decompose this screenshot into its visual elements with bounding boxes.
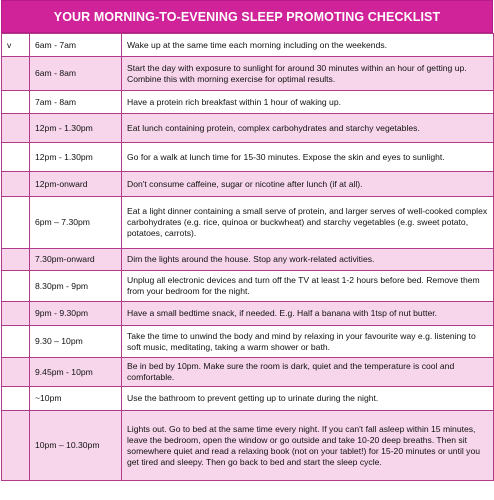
row-time: 10pm – 10.30pm <box>30 411 122 481</box>
row-time: 8.30pm - 9pm <box>30 271 122 302</box>
row-task: Lights out. Go to bed at the same time every night. If you can't fall asleep within 15 minutes, leave the bedroom, open the window or go outside and take 10-20 deep breaths. Then sit somewhere quiet and read a relaxing book (not on your tablet!) for 15-20 minutes or until you get tired and sleepy. Then go back to bed and start the sleep cycle. <box>122 411 494 481</box>
row-check-cell[interactable] <box>2 271 30 302</box>
checklist-row <box>2 91 494 114</box>
row-time: 12pm-onward <box>30 172 122 197</box>
checklist-row <box>2 271 494 302</box>
checklist-row <box>2 197 494 249</box>
row-task: Dim the lights around the house. Stop any work-related activities. <box>122 249 494 271</box>
checklist-row <box>2 326 494 358</box>
row-check-cell[interactable] <box>2 143 30 172</box>
checklist-row <box>2 143 494 172</box>
checklist-row <box>2 387 494 411</box>
row-task: Use the bathroom to prevent getting up to urinate during the night. <box>122 387 494 411</box>
row-time: ~10pm <box>30 387 122 411</box>
row-time: 9.30 – 10pm <box>30 326 122 358</box>
row-task: Eat lunch containing protein, complex carbohydrates and starchy vegetables. <box>122 114 494 143</box>
row-time: 12pm - 1.30pm <box>30 114 122 143</box>
row-time: 9.45pm - 10pm <box>30 358 122 387</box>
row-time: 6pm – 7.30pm <box>30 197 122 249</box>
row-check-cell[interactable] <box>2 302 30 326</box>
checklist-row <box>2 57 494 91</box>
row-task: Take the time to unwind the body and mind by relaxing in your favourite way e.g. listening to soft music, meditating, taking a warm shower or bath. <box>122 326 494 358</box>
row-task: Be in bed by 10pm. Make sure the room is dark, quiet and the temperature is cool and comfortable. <box>122 358 494 387</box>
row-check-cell[interactable]: v <box>2 34 30 57</box>
row-task: Unplug all electronic devices and turn off the TV at least 1-2 hours before bed. Remove them from your bedroom for the night. <box>122 271 494 302</box>
row-time: 7am - 8am <box>30 91 122 114</box>
row-task: Start the day with exposure to sunlight for around 30 minutes within an hour of getting up. Combine this with morning exercise for optimal results. <box>122 57 494 91</box>
checklist-row <box>2 358 494 387</box>
row-time: 7.30pm-onward <box>30 249 122 271</box>
row-check-cell[interactable] <box>2 387 30 411</box>
checklist-row <box>2 114 494 143</box>
row-check-cell[interactable] <box>2 197 30 249</box>
checklist-row <box>2 172 494 197</box>
row-task: Don't consume caffeine, sugar or nicotine after lunch (if at all). <box>122 172 494 197</box>
row-task: Eat a light dinner containing a small serve of protein, and larger serves of well-cooked complex carbohydrates (e.g. rice, quinoa or buckwheat) and starchy vegetables (e.g. sweet potato, potatoes, carrots). <box>122 197 494 249</box>
row-time: 12pm - 1.30pm <box>30 143 122 172</box>
row-check-cell[interactable] <box>2 358 30 387</box>
row-check-cell[interactable] <box>2 91 30 114</box>
row-task: Go for a walk at lunch time for 15-30 minutes. Expose the skin and eyes to sunlight. <box>122 143 494 172</box>
row-task: Have a protein rich breakfast within 1 hour of waking up. <box>122 91 494 114</box>
checklist-row <box>2 411 494 481</box>
checklist-title: YOUR MORNING-TO-EVENING SLEEP PROMOTING CHECKLIST <box>1 0 493 33</box>
row-check-cell[interactable] <box>2 249 30 271</box>
row-task: Have a small bedtime snack, if needed. E.g. Half a banana with 1tsp of nut butter. <box>122 302 494 326</box>
row-time: 6am - 7am <box>30 34 122 57</box>
row-time: 9pm - 9.30pm <box>30 302 122 326</box>
row-check-cell[interactable] <box>2 57 30 91</box>
row-check-cell[interactable] <box>2 411 30 481</box>
row-time: 6am - 8am <box>30 57 122 91</box>
checklist-row <box>2 34 494 57</box>
checklist-row <box>2 249 494 271</box>
checklist-row <box>2 302 494 326</box>
row-check-cell[interactable] <box>2 326 30 358</box>
row-check-cell[interactable] <box>2 114 30 143</box>
row-task: Wake up at the same time each morning including on the weekends. <box>122 34 494 57</box>
checklist-table <box>1 33 494 481</box>
row-check-cell[interactable] <box>2 172 30 197</box>
